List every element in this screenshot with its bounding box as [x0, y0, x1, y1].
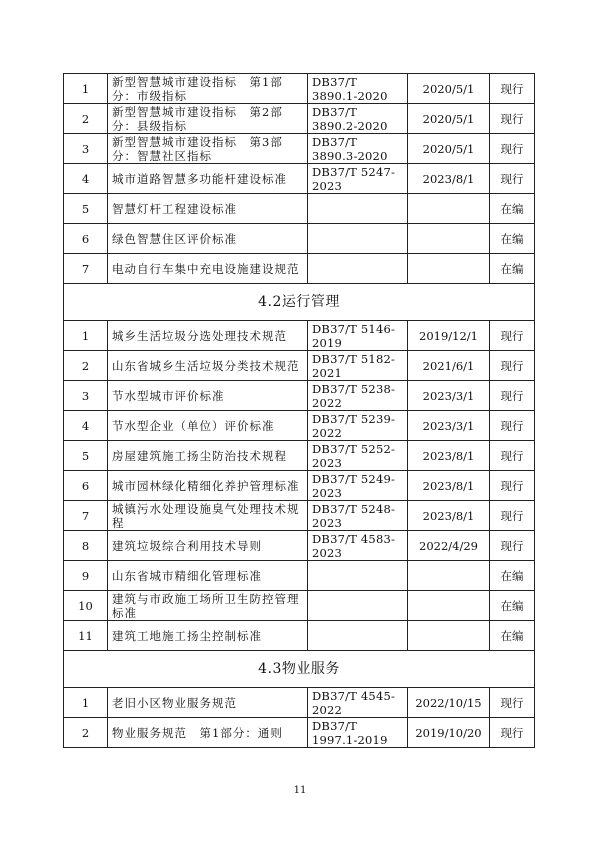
table-row — [64, 254, 535, 284]
cell-status: 现行 — [490, 381, 535, 411]
cell-status: 现行 — [490, 411, 535, 441]
cell-effective-date: 2020/5/1 — [408, 134, 490, 164]
cell-effective-date — [408, 254, 490, 284]
cell-standard-code — [308, 254, 408, 284]
cell-standard-name: 新型智慧城市建设指标 第2部分：县级指标 — [108, 104, 308, 134]
table-row — [64, 501, 535, 531]
cell-effective-date — [408, 561, 490, 591]
cell-effective-date: 2020/5/1 — [408, 104, 490, 134]
page-number: 11 — [293, 785, 307, 796]
cell-number: 2 — [64, 718, 108, 748]
cell-standard-name: 智慧灯杆工程建设标准 — [108, 194, 308, 224]
cell-status: 在编 — [490, 561, 535, 591]
cell-number: 1 — [64, 688, 108, 718]
cell-standard-code: DB37/T 4583-2023 — [308, 531, 408, 561]
cell-status: 现行 — [490, 688, 535, 718]
cell-number: 4 — [64, 164, 108, 194]
table-row — [64, 104, 535, 134]
table-row — [64, 194, 535, 224]
cell-standard-code: DB37/T 3890.3-2020 — [308, 134, 408, 164]
cell-standard-code — [308, 224, 408, 254]
cell-standard-name: 老旧小区物业服务规范 — [108, 688, 308, 718]
cell-number: 3 — [64, 134, 108, 164]
cell-standard-name: 节水型城市评价标准 — [108, 381, 308, 411]
table-row — [64, 688, 535, 718]
table-row — [64, 591, 535, 621]
cell-effective-date: 2023/8/1 — [408, 441, 490, 471]
cell-number: 6 — [64, 224, 108, 254]
cell-standard-name: 物业服务规范 第1部分：通则 — [108, 718, 308, 748]
cell-standard-name: 山东省城乡生活垃圾分类技术规范 — [108, 351, 308, 381]
cell-standard-name: 新型智慧城市建设指标 第3部分：智慧社区指标 — [108, 134, 308, 164]
standards-table — [63, 73, 535, 748]
cell-number: 1 — [64, 321, 108, 351]
cell-status: 现行 — [490, 441, 535, 471]
cell-effective-date: 2023/8/1 — [408, 471, 490, 501]
cell-status: 现行 — [490, 104, 535, 134]
cell-status: 在编 — [490, 224, 535, 254]
section-header-row — [64, 284, 535, 321]
cell-standard-code — [308, 194, 408, 224]
cell-standard-name: 城市道路智慧多功能杆建设标准 — [108, 164, 308, 194]
cell-standard-name: 城市园林绿化精细化养护管理标准 — [108, 471, 308, 501]
cell-effective-date — [408, 194, 490, 224]
cell-standard-name: 房屋建筑施工扬尘防治技术规程 — [108, 441, 308, 471]
cell-standard-code: DB37/T 3890.1-2020 — [308, 74, 408, 104]
cell-standard-name: 绿色智慧住区评价标准 — [108, 224, 308, 254]
cell-number: 10 — [64, 591, 108, 621]
cell-status: 现行 — [490, 531, 535, 561]
cell-status: 现行 — [490, 501, 535, 531]
cell-standard-name: 新型智慧城市建设指标 第1部分：市级指标 — [108, 74, 308, 104]
cell-standard-name: 节水型企业（单位）评价标准 — [108, 411, 308, 441]
cell-standard-code: DB37/T 5238-2022 — [308, 381, 408, 411]
cell-status: 现行 — [490, 471, 535, 501]
cell-status: 现行 — [490, 351, 535, 381]
cell-standard-code: DB37/T 5239-2022 — [308, 411, 408, 441]
cell-effective-date: 2020/5/1 — [408, 74, 490, 104]
cell-effective-date: 2023/3/1 — [408, 381, 490, 411]
cell-effective-date: 2022/4/29 — [408, 531, 490, 561]
cell-number: 8 — [64, 531, 108, 561]
cell-number: 11 — [64, 621, 108, 651]
cell-standard-name: 城乡生活垃圾分选处理技术规范 — [108, 321, 308, 351]
cell-effective-date — [408, 224, 490, 254]
table-row — [64, 531, 535, 561]
cell-effective-date — [408, 591, 490, 621]
cell-number: 9 — [64, 561, 108, 591]
cell-status: 现行 — [490, 164, 535, 194]
cell-effective-date: 2023/8/1 — [408, 164, 490, 194]
cell-effective-date: 2021/6/1 — [408, 351, 490, 381]
table-row — [64, 164, 535, 194]
cell-effective-date: 2022/10/15 — [408, 688, 490, 718]
table-row — [64, 718, 535, 748]
cell-standard-code — [308, 561, 408, 591]
cell-standard-name: 城镇污水处理设施臭气处理技术规程 — [108, 501, 308, 531]
table-row — [64, 74, 535, 104]
cell-standard-name: 建筑与市政施工场所卫生防控管理标准 — [108, 591, 308, 621]
cell-status: 在编 — [490, 621, 535, 651]
cell-standard-name: 建筑垃圾综合利用技术导则 — [108, 531, 308, 561]
cell-number: 1 — [64, 74, 108, 104]
cell-standard-code: DB37/T 5146-2019 — [308, 321, 408, 351]
table-row — [64, 321, 535, 351]
cell-number: 2 — [64, 351, 108, 381]
cell-status: 在编 — [490, 254, 535, 284]
cell-status: 在编 — [490, 591, 535, 621]
cell-effective-date — [408, 621, 490, 651]
cell-standard-code — [308, 621, 408, 651]
cell-standard-name: 建筑工地施工扬尘控制标准 — [108, 621, 308, 651]
table-row — [64, 351, 535, 381]
cell-number: 3 — [64, 381, 108, 411]
cell-standard-code: DB37/T 5247-2023 — [308, 164, 408, 194]
cell-standard-code: DB37/T 1997.1-2019 — [308, 718, 408, 748]
cell-status: 现行 — [490, 321, 535, 351]
table-row — [64, 441, 535, 471]
cell-status: 在编 — [490, 194, 535, 224]
section-header-row — [64, 651, 535, 688]
cell-number: 2 — [64, 104, 108, 134]
cell-status: 现行 — [490, 134, 535, 164]
table-row — [64, 224, 535, 254]
section-title: 4.3物业服务 — [64, 651, 535, 688]
cell-number: 5 — [64, 441, 108, 471]
table-row — [64, 471, 535, 501]
cell-standard-code — [308, 591, 408, 621]
cell-standard-code: DB37/T 5252-2023 — [308, 441, 408, 471]
cell-number: 4 — [64, 411, 108, 441]
table-row — [64, 621, 535, 651]
cell-effective-date: 2019/12/1 — [408, 321, 490, 351]
cell-standard-code: DB37/T 5182-2021 — [308, 351, 408, 381]
cell-status: 现行 — [490, 74, 535, 104]
cell-effective-date: 2023/8/1 — [408, 501, 490, 531]
cell-number: 6 — [64, 471, 108, 501]
table-row — [64, 134, 535, 164]
cell-effective-date: 2023/3/1 — [408, 411, 490, 441]
cell-standard-name: 电动自行车集中充电设施建设规范 — [108, 254, 308, 284]
cell-effective-date: 2019/10/20 — [408, 718, 490, 748]
cell-number: 7 — [64, 254, 108, 284]
cell-standard-code: DB37/T 4545-2022 — [308, 688, 408, 718]
cell-number: 7 — [64, 501, 108, 531]
table-row — [64, 561, 535, 591]
cell-standard-code: DB37/T 5249-2023 — [308, 471, 408, 501]
table-row — [64, 411, 535, 441]
cell-standard-name: 山东省城市精细化管理标准 — [108, 561, 308, 591]
table-row — [64, 381, 535, 411]
cell-status: 现行 — [490, 718, 535, 748]
cell-number: 5 — [64, 194, 108, 224]
cell-standard-code: DB37/T 3890.2-2020 — [308, 104, 408, 134]
section-title: 4.2运行管理 — [64, 284, 535, 321]
cell-standard-code: DB37/T 5248-2023 — [308, 501, 408, 531]
